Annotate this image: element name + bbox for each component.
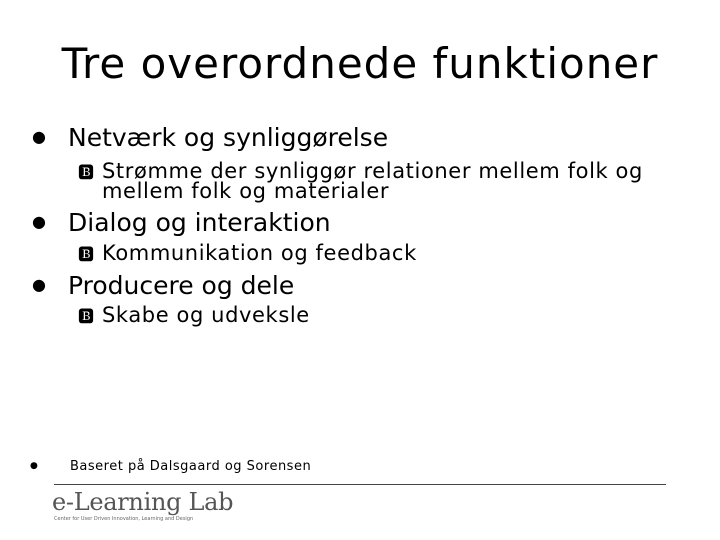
missing-glyph-icon: 🅱	[78, 307, 95, 326]
logo-wordmark: e-Learning Lab	[52, 488, 234, 516]
bullet-label: Producere og dele	[68, 271, 295, 300]
sub-bullet-item-1	[78, 161, 698, 201]
bullet-item-2	[30, 207, 331, 238]
footnote-text: Baseret på Dalsgaard og Sorensen	[70, 459, 312, 474]
logo-tagline: Center for User Driven Innovation, Learning and Design	[54, 516, 194, 522]
bullet-item-3	[30, 270, 294, 301]
bullet-label: Netværk og synliggørelse	[68, 123, 389, 152]
e-learning-lab-logo	[52, 488, 252, 528]
sub-bullet-item-3	[78, 305, 698, 325]
bullet-item-1	[30, 122, 388, 153]
sub-bullet-label: Kommunikation og feedback	[102, 241, 417, 265]
bullet-label: Dialog og interaktion	[68, 208, 331, 237]
missing-glyph-icon: 🅱	[78, 163, 95, 182]
slide-title: Tre overordnede funktioner	[61, 39, 659, 88]
bullet-dot-icon: ●	[32, 275, 46, 294]
footnote	[30, 459, 311, 474]
sub-bullet-label: Strømme der synliggør relationer mellem folk og mellem folk og materialer	[102, 159, 643, 203]
sub-bullet-item-2	[78, 243, 698, 263]
bullet-dot-icon: ●	[32, 212, 46, 231]
sub-bullet-label: Skabe og udveksle	[102, 303, 310, 327]
footnote-bullet-icon: ●	[30, 461, 38, 471]
missing-glyph-icon: 🅱	[78, 245, 95, 264]
bullet-dot-icon: ●	[32, 127, 46, 146]
footer-divider	[54, 484, 666, 485]
